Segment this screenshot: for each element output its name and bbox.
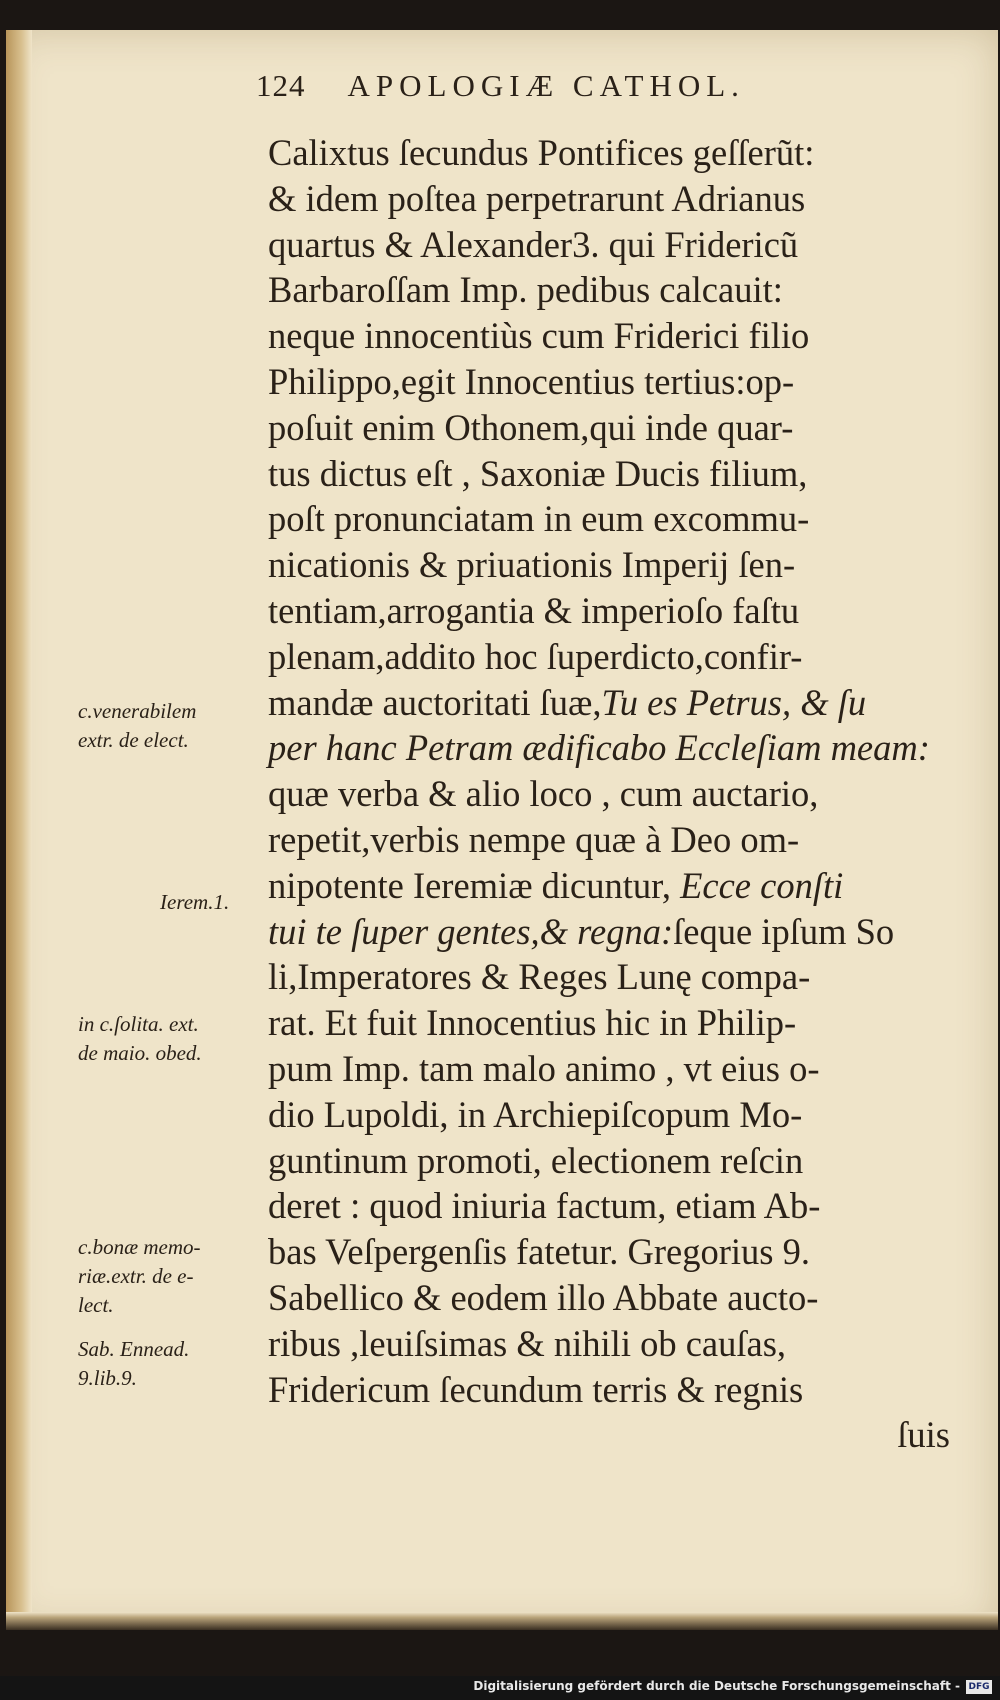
page-number: 124 [256,68,306,103]
text-line [268,222,950,268]
text-segment: Fridericum ſecundum terris & regnis [268,1368,804,1410]
footer-bar [0,1676,1000,1700]
margin-note-line: Sab. Ennead. [78,1337,190,1361]
italic-quote: per hanc Petram ædificabo Eccleſiam meam: [268,727,930,769]
text-segment: neque innocentiùs cum Friderici filio [268,315,810,357]
page-edge-bottom [6,1612,998,1630]
running-title: APOLOGIÆ CATHOL. [347,68,745,103]
text-segment: ſuis [897,1414,950,1456]
text-line [268,130,950,176]
text-line [268,1229,950,1275]
text-segment: quæ verba & alio loco , cum auctario, [268,773,819,815]
text-segment: Sabellico & eodem illo Abbate aucto- [268,1276,819,1318]
text-line [268,1275,950,1321]
text-line [268,496,950,542]
text-segment: deret : quod iniuria factum, etiam Ab- [268,1185,821,1227]
running-head [256,68,956,108]
text-segment: plenam,addito hoc ſuperdicto,confir- [268,635,803,677]
text-segment: li,Imperatores & Reges Lunę compa- [268,956,811,998]
margin-note-2 [160,888,344,917]
text-line [268,176,950,222]
text-line [268,634,950,680]
text-segment: quartus & Alexander3. qui Fridericũ [268,223,799,265]
text-segment: ribus ,leuiſsimas & nihili ob cauſas, [268,1322,787,1364]
text-segment: poſt pronunciatam in eum excommu- [268,498,810,540]
margin-note-line: extr. de elect. [78,728,189,752]
text-line [268,909,950,955]
text-segment: rat. Et fuit Innocentius hic in Philip- [268,1002,797,1044]
page-edge-left [6,30,32,1630]
text-segment: poſuit enim Othonem,qui inde quar- [268,406,794,448]
text-line [268,680,950,726]
text-segment: Barbaroſſam Imp. pedibus calcauit: [268,269,783,311]
text-line [268,817,950,863]
text-line [268,451,950,497]
text-line [268,267,950,313]
text-segment: & idem poſtea perpetrarunt Adrianus [268,177,806,219]
margin-note-line: riæ.extr. de e- [78,1264,194,1288]
margin-note-line: 9.lib.9. [78,1366,137,1390]
margin-note-3 [78,1010,262,1068]
italic-quote: Tu es Petrus, & ſu [601,681,867,723]
text-line [268,313,950,359]
text-line [268,863,950,909]
margin-note-line: de maio. obed. [78,1041,202,1065]
text-segment: ſeque ipſum So [673,910,895,952]
text-segment: Calixtus ſecundus Pontifices geſſerũt: [268,132,815,173]
text-segment: dio Lupoldi, in Archiepiſcopum Mo- [268,1093,803,1135]
text-line [268,1412,950,1458]
text-line [268,954,950,1000]
margin-note-5 [78,1335,262,1393]
margin-note-1 [78,697,262,755]
margin-note-line: Ierem.1. [160,890,230,914]
text-line [268,1367,950,1413]
text-line [268,1183,950,1229]
dfg-logo: DFG [966,1680,992,1694]
text-line [268,1046,950,1092]
text-line [268,1138,950,1184]
text-segment: bas Veſpergenſis fatetur. Gregorius 9. [268,1231,810,1273]
text-line [268,771,950,817]
text-segment: mandæ auctoritati ſuæ, [268,681,602,723]
funding-credit: Digitalisierung gefördert durch die Deutsche Forschungsgemeinschaft - [473,1679,960,1693]
text-segment: nipotente Ieremiæ dicuntur, [268,864,681,906]
text-line [268,588,950,634]
margin-note-line: c.venerabilem [78,699,197,723]
italic-quote: tui te ſuper gentes,& regna: [268,910,674,952]
text-segment: repetit,verbis nempe quæ à Deo om- [268,818,800,860]
text-segment: tus dictus eſt , Saxoniæ Ducis filium, [268,452,808,494]
text-line [268,1092,950,1138]
main-text-block [268,130,950,1458]
margin-note-4 [78,1233,262,1320]
text-segment: Philippo,egit Innocentius tertius:op- [268,360,795,402]
text-line [268,725,950,771]
margin-note-line: in c.ſolita. ext. [78,1012,199,1036]
margin-note-line: lect. [78,1293,114,1317]
text-line [268,1000,950,1046]
text-line [268,359,950,405]
text-line [268,1321,950,1367]
text-segment: tentiam,arrogantia & imperioſo faſtu [268,589,800,631]
text-line [268,542,950,588]
text-segment: nicationis & priuationis Imperij ſen- [268,544,796,586]
text-line [268,405,950,451]
margin-note-line: c.bonæ memo- [78,1235,201,1259]
italic-quote: Ecce conſti [680,864,844,906]
text-segment: pum Imp. tam malo animo , vt eius o- [268,1047,820,1089]
text-segment: guntinum promoti, electionem reſcin [268,1139,804,1181]
